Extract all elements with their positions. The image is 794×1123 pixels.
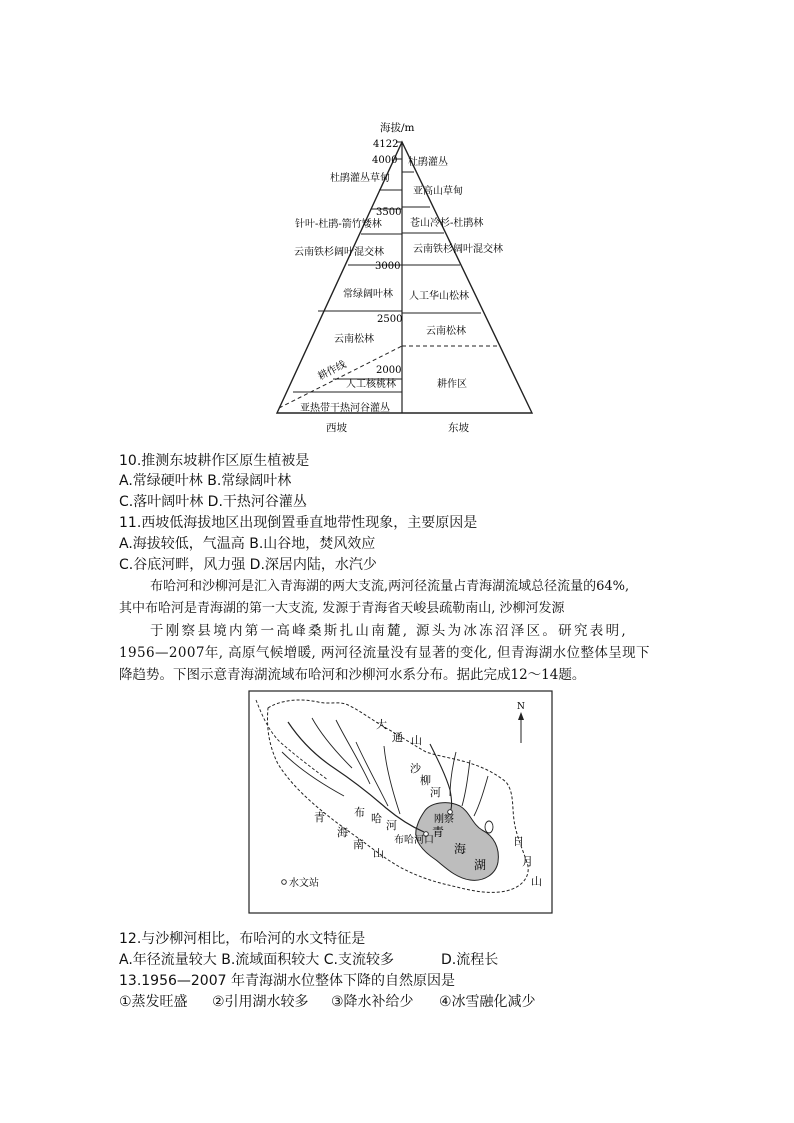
- passage-line-5: 降趋势。下图示意青海湖流域布哈河和沙柳河水系分布。据此完成12～14题。: [119, 667, 586, 683]
- label-shan2: 山: [373, 847, 384, 860]
- label-tong: 通: [392, 731, 403, 744]
- q10-options-row2: C.落叶阔叶林 D.干热河谷灌丛: [119, 494, 307, 510]
- label-hai-south: 海: [337, 826, 348, 839]
- west-zone-3: 云南铁杉阔叶混交林: [294, 247, 384, 258]
- vertical-zonation-diagram: [250, 112, 550, 437]
- legend-station-icon: [282, 880, 287, 885]
- passage-line-3: 于刚察县境内第一高峰桑斯扎山南麓, 源头为冰冻沼泽区。研究表明,: [150, 623, 628, 639]
- q10-options-row1: A.常绿硬叶林 B.常绿阔叶林: [119, 473, 292, 489]
- east-zone-4: 云南铁杉阔叶混交林: [413, 244, 503, 255]
- cultivation-line-label: 耕作线: [316, 359, 349, 383]
- west-zone-4: 常绿阔叶林: [343, 289, 393, 300]
- label-he1: 河: [430, 786, 441, 799]
- passage-line-4: 1956—2007年, 高原气候增暖, 两河径流量没有显著的变化, 但青海湖水位整体呈现下: [119, 645, 650, 661]
- q12-stem: 12.与沙柳河相比，布哈河的水文特征是: [119, 931, 366, 947]
- west-slope-label: 西坡: [326, 422, 347, 434]
- elev-2500: 2500: [377, 314, 403, 325]
- elev-4000: 4000: [372, 155, 398, 166]
- label-liu: 柳: [420, 774, 431, 787]
- y-axis-label: 海拔/m: [380, 122, 415, 134]
- west-zone-7: 亚热带干热河谷灌丛: [300, 403, 390, 414]
- lake-label-qing: 青: [432, 825, 445, 839]
- label-ha: 哈: [371, 812, 382, 825]
- q10-stem: 10.推测东坡耕作区原生植被是: [119, 453, 310, 469]
- east-zone-2: 亚高山草甸: [413, 186, 463, 197]
- label-sha: 沙: [410, 762, 421, 775]
- west-zone-6: 人工核桃林: [346, 379, 396, 390]
- label-he2: 河: [386, 819, 397, 832]
- q13-option-3: ③降水补给少: [331, 994, 414, 1010]
- q13-option-2: ②引用湖水较多: [212, 994, 309, 1010]
- west-zone-2: 针叶-杜鹃-箭竹矮林: [295, 219, 382, 230]
- cultivation-line: [279, 346, 402, 408]
- q12-options: A.年径流量较大 B.流域面积较大 C.支流较多: [119, 952, 394, 968]
- elev-4122: 4122: [373, 139, 399, 150]
- q11-options-row2: C.谷底河畔，风力强 D.深居内陆，水汽少: [119, 557, 377, 573]
- west-zone-1: 杜鹃灌丛草甸: [330, 173, 390, 184]
- east-slope-label: 东坡: [448, 422, 469, 434]
- elev-3000: 3000: [375, 261, 401, 272]
- lake-label-hai: 海: [454, 842, 467, 856]
- east-zone-5: 人工华山松林: [409, 291, 469, 302]
- label-ri: 日: [513, 835, 524, 848]
- passage-line-2: 其中布哈河是青海湖的第一大支流, 发源于青海省天峻县疏勒南山, 沙柳河发源: [119, 601, 565, 616]
- q13-stem: 13.1956—2007 年青海湖水位整体下降的自然原因是: [119, 973, 455, 989]
- label-bu: 布: [354, 806, 365, 819]
- elev-3500: 3500: [376, 207, 402, 218]
- north-label: N: [517, 702, 525, 712]
- east-zone-3: 苍山冷杉-杜鹃林: [410, 218, 484, 229]
- q11-options-row1: A.海拔较低，气温高 B.山谷地，焚风效应: [119, 536, 376, 552]
- passage-line-1: 布哈河和沙柳河是汇入青海湖的两大支流,两河径流量占青海湖流域总径流量的64%,: [150, 579, 630, 594]
- q13-option-4: ④冰雪融化减少: [439, 994, 536, 1010]
- q11-stem: 11.西坡低海拔地区出现倒置垂直地带性现象，主要原因是: [119, 515, 478, 531]
- label-buhahekou: 布哈河口: [394, 835, 434, 846]
- label-da: 大: [376, 718, 387, 731]
- q13-option-1: ①蒸发旺盛: [119, 994, 188, 1010]
- west-zone-5: 云南松林: [334, 334, 374, 345]
- label-shan3: 山: [531, 875, 542, 888]
- label-nan: 南: [353, 838, 364, 851]
- east-zone-6: 云南松林: [426, 326, 466, 337]
- label-gangcha: 刚察: [434, 814, 454, 825]
- lake-label-hu: 湖: [474, 858, 487, 872]
- east-zone-1: 杜鹃灌丛: [408, 157, 448, 168]
- east-zone-7: 耕作区: [437, 379, 467, 390]
- qinghai-lake-basin-map: [248, 690, 554, 915]
- q12-option-d: D.流程长: [441, 952, 499, 968]
- label-qing-south: 青: [314, 811, 325, 824]
- label-shan1: 山: [411, 734, 422, 747]
- elev-2000: 2000: [376, 365, 402, 376]
- label-yue: 月: [522, 855, 533, 868]
- legend-label: 水文站: [289, 878, 319, 889]
